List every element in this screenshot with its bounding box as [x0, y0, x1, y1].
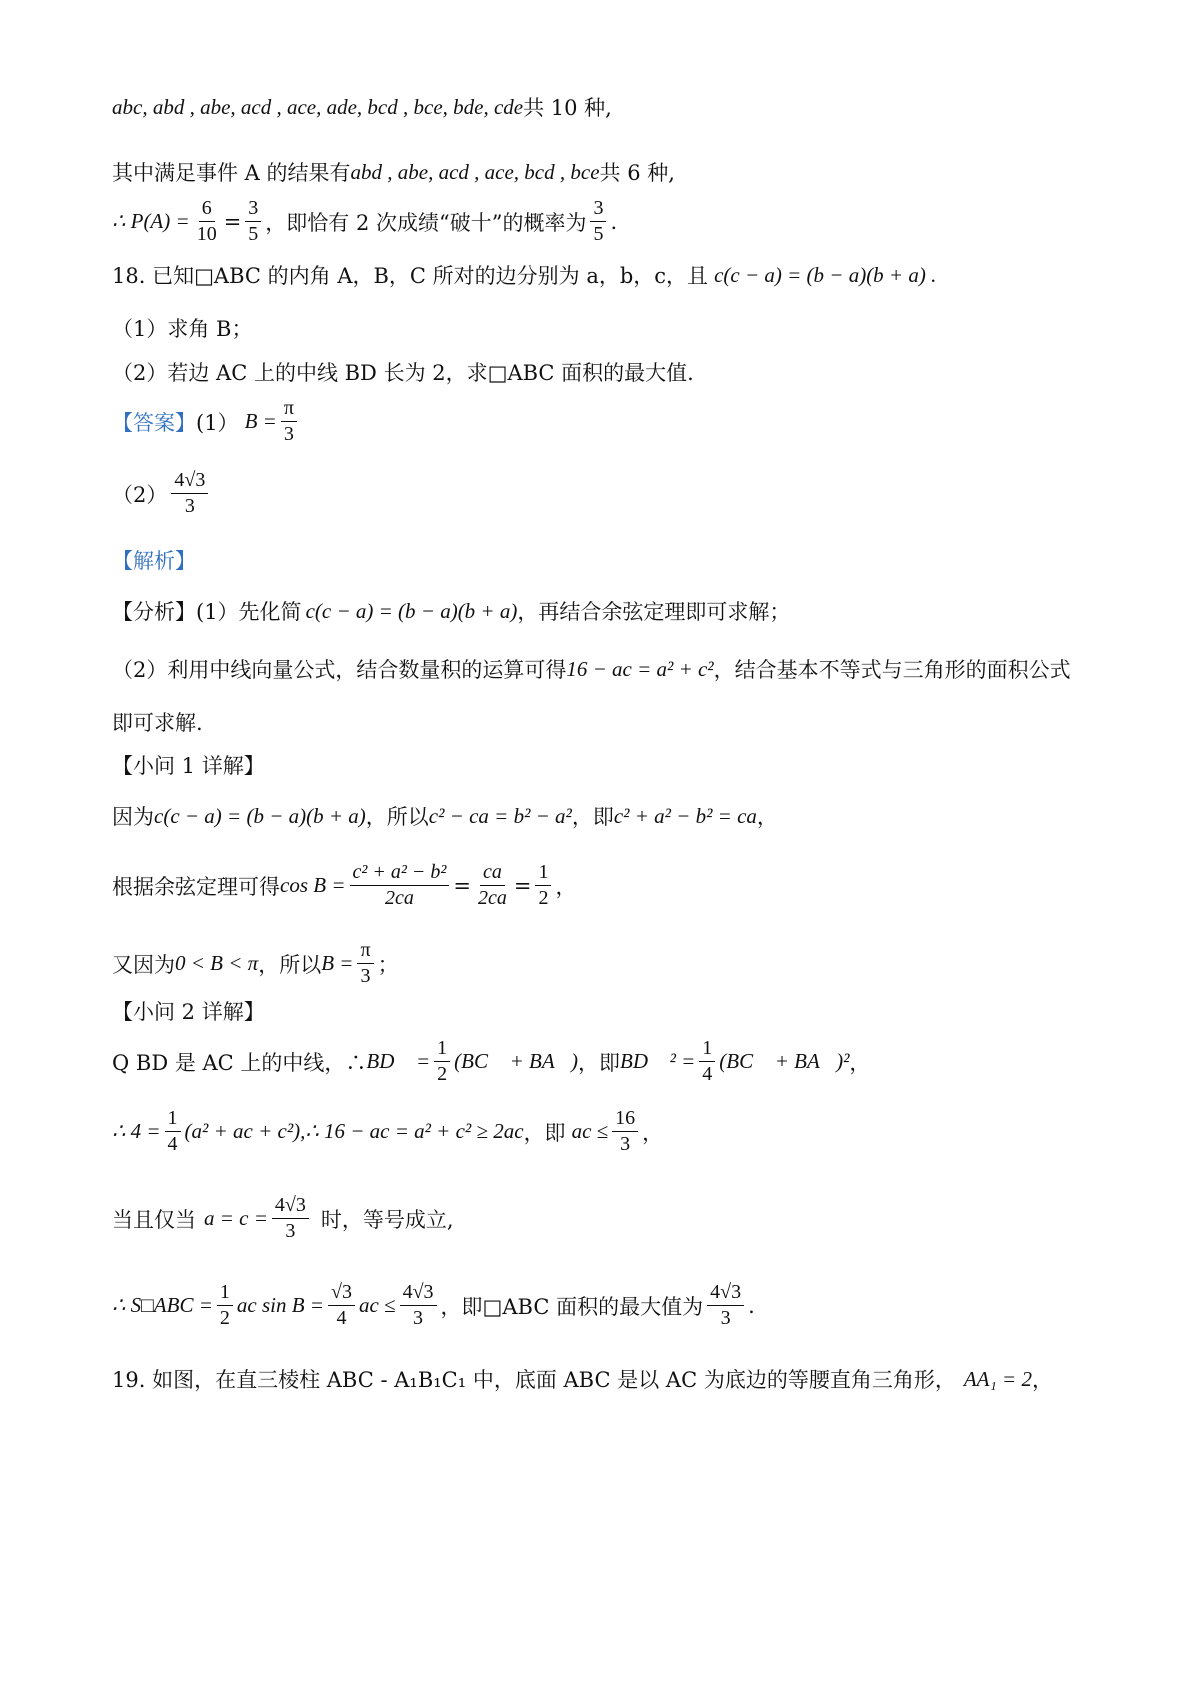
fraction [400, 1282, 437, 1329]
answer-part1-lhs: B = [244, 409, 277, 433]
text: 根据余弦定理可得 [112, 874, 280, 899]
numerator: 3 [590, 198, 606, 222]
numerator: 4√3 [272, 1195, 309, 1219]
probability-line [112, 198, 1120, 245]
period: . [610, 209, 618, 234]
equation: c(c − a) = (b − a)(b + a) [154, 803, 366, 828]
fraction [328, 1282, 355, 1329]
analysis-line-2 [112, 654, 1120, 684]
question-18-condition: c(c − a) = (b − a)(b + a) . [714, 262, 937, 287]
denominator: 2 [437, 1063, 448, 1085]
text: ， [642, 1120, 664, 1145]
event-a-outcomes: abd , abe, acd , ace, bcd , bce [350, 159, 600, 184]
numerator: 16 [612, 1108, 638, 1132]
equation: c² − ca = b² − a² [428, 803, 572, 828]
analysis-tail: ，结合基本不等式与三角形的面积公式 [713, 658, 1071, 682]
denominator: 2 [219, 1307, 230, 1329]
equation: ac ≤ [358, 1293, 396, 1317]
fraction [171, 470, 208, 517]
numerator: 3 [245, 198, 261, 222]
numerator: 1 [699, 1038, 715, 1062]
denominator: 5 [248, 223, 259, 245]
numerator: π [281, 398, 297, 422]
text: ，即 [523, 1120, 566, 1145]
text: ； [377, 952, 399, 977]
analysis-tag: 【解析】 [112, 549, 196, 573]
answer-line-1 [112, 398, 1120, 445]
numerator: 4√3 [171, 470, 208, 494]
fraction [165, 1108, 181, 1155]
probability-text: ，即恰有 2 次成绩“破十”的概率为 [265, 210, 587, 235]
event-a-label: 其中满足事件 A 的结果有 [112, 161, 351, 185]
text: Q BD 是 AC 上的中线，∴ [112, 1050, 367, 1075]
numerator: π [357, 940, 373, 964]
denominator: 3 [285, 1220, 296, 1242]
outcome-list: abc, abd , abe, acd , ace, ade, bcd , bce, bde, cde [112, 94, 524, 119]
fraction [707, 1282, 744, 1329]
analysis-tag-line [112, 545, 1120, 575]
probability-lhs: ∴ P(A) = [112, 209, 190, 233]
solution-2-line-1 [112, 1038, 1120, 1085]
numerator: 1 [535, 862, 551, 886]
text: ，即 [578, 1050, 620, 1075]
question-19-stem: 19. 如图，在直三棱柱 ABC - A₁B₁C₁ 中，底面 ABC 是以 AC 为底边的等腰直角三角形， [112, 1368, 956, 1392]
question-18-part1: （1）求角 B； [112, 317, 253, 341]
equation: (BC⃗ + BA⃗)² [719, 1049, 850, 1073]
text: 又因为 [112, 952, 175, 977]
equation: B = [321, 951, 354, 975]
answer-line-2 [112, 470, 1120, 517]
question-18 [112, 260, 1120, 290]
equation: a = c = [204, 1206, 268, 1230]
denominator: 3 [360, 965, 371, 987]
numerator: 1 [217, 1282, 233, 1306]
equation: BD⃗ ² = [620, 1049, 696, 1073]
analysis-line-3: 即可求解. [112, 711, 203, 735]
numerator: ca [480, 862, 505, 886]
denominator: 3 [720, 1307, 731, 1329]
numerator: 6 [199, 198, 215, 222]
text: ，即 [571, 805, 614, 829]
numerator: 1 [165, 1108, 181, 1132]
fraction [434, 1038, 450, 1085]
equation: (BC⃗ + BA⃗) [454, 1049, 578, 1073]
numerator: c² + a² − b² [350, 862, 450, 886]
denominator: 2ca [477, 887, 507, 909]
text: ，所以 [258, 952, 322, 977]
numerator: √3 [328, 1282, 355, 1306]
solution-2-line-2 [112, 1108, 1120, 1155]
fraction [535, 862, 551, 909]
subquestion-1-heading: 【小问 1 详解】 [112, 754, 265, 778]
text: ， [1031, 1368, 1053, 1392]
analysis-equation: c(c − a) = (b − a)(b + a) [305, 598, 518, 623]
denominator: 3 [620, 1133, 631, 1155]
equation: c² + a² − b² = ca [613, 803, 757, 828]
equals-sign: = [223, 209, 242, 234]
analysis-text: （2）利用中线向量公式，结合数量积的运算可得 [112, 658, 567, 682]
solution-1-line-2: 根据余弦定理可得 cos B = $\frac{\text{c² + a² − b²}}{2ca}$ = $\frac{ca}{2ca}$ = $\frac{1}{2}$ ， [112, 861, 577, 909]
fraction [217, 1282, 233, 1329]
equation: ac sin B = [236, 1293, 324, 1317]
text: 因为 [112, 805, 154, 829]
fraction [357, 940, 373, 987]
denominator: 3 [283, 423, 294, 445]
text: ，即□ABC 面积的最大值为 [440, 1294, 704, 1319]
answer-part1-label: (1） [196, 410, 239, 435]
subquestion-2-heading: 【小问 2 详解】 [112, 1000, 265, 1024]
equation: 0 < B < π [175, 951, 259, 975]
text: 当且仅当 [112, 1207, 196, 1232]
fraction [590, 198, 606, 245]
equation: ∴ S□ABC = [112, 1293, 213, 1317]
numerator: 4√3 [400, 1282, 437, 1306]
outcome-count: 共 10 种, [523, 96, 612, 120]
denominator: 10 [196, 223, 217, 245]
denominator: 5 [593, 223, 604, 245]
analysis-text: 【分析】(1）先化简 [112, 600, 302, 624]
answer-part2-label: （2） [112, 482, 168, 507]
equation: AA₁ = 2 [963, 1366, 1032, 1391]
analysis-equation: 16 − ac = a² + c² [566, 656, 714, 681]
event-a-count: 共 6 种, [599, 161, 675, 185]
analysis-tail: ，再结合余弦定理即可求解； [517, 600, 791, 624]
denominator: 2ca [384, 887, 414, 909]
numerator: 1 [434, 1038, 450, 1062]
fraction [272, 1195, 309, 1242]
denominator: 3 [413, 1307, 424, 1329]
equation: ac ≤ [571, 1119, 609, 1143]
text: . [748, 1293, 755, 1318]
text: ， [555, 874, 577, 899]
denominator: 2 [538, 887, 549, 909]
question-19 [112, 1364, 1120, 1394]
text: ， [756, 805, 778, 829]
denominator: 4 [702, 1063, 713, 1085]
outcome-list-line [112, 92, 1120, 122]
answer-tag: 【答案】 [112, 410, 196, 435]
equation: (a² + ac + c²),∴ 16 − ac = a² + c² ≥ 2ac [184, 1119, 524, 1143]
question-18-stem: 18. 已知□ABC 的内角 A，B，C 所对的边分别为 a，b，c，且 [112, 264, 709, 288]
analysis-line-1 [112, 596, 1120, 626]
denominator: 4 [167, 1133, 178, 1155]
event-a-line [112, 157, 1120, 187]
fraction [350, 862, 450, 909]
solution-2-line-4 [112, 1282, 1120, 1329]
fraction [612, 1108, 638, 1155]
numerator: 4√3 [707, 1282, 744, 1306]
equation: ∴ 4 = [112, 1119, 161, 1143]
fraction [281, 398, 297, 445]
denominator: 3 [184, 495, 195, 517]
text: 时，等号成立, [320, 1207, 454, 1232]
fraction [194, 198, 220, 245]
fraction [475, 862, 510, 909]
question-18-part2: （2）若边 AC 上的中线 BD 长为 2，求□ABC 面积的最大值. [112, 361, 694, 385]
equation: cos B = [280, 873, 346, 897]
text: ，所以 [365, 805, 429, 829]
fraction [245, 198, 261, 245]
fraction [699, 1038, 715, 1085]
equation: BD⃗ = [366, 1049, 431, 1073]
solution-1-line-3 [112, 940, 1120, 987]
solution-1-line-1 [112, 801, 1120, 831]
denominator: 4 [336, 1307, 347, 1329]
solution-2-line-3 [112, 1195, 1120, 1242]
text: ， [849, 1050, 871, 1075]
